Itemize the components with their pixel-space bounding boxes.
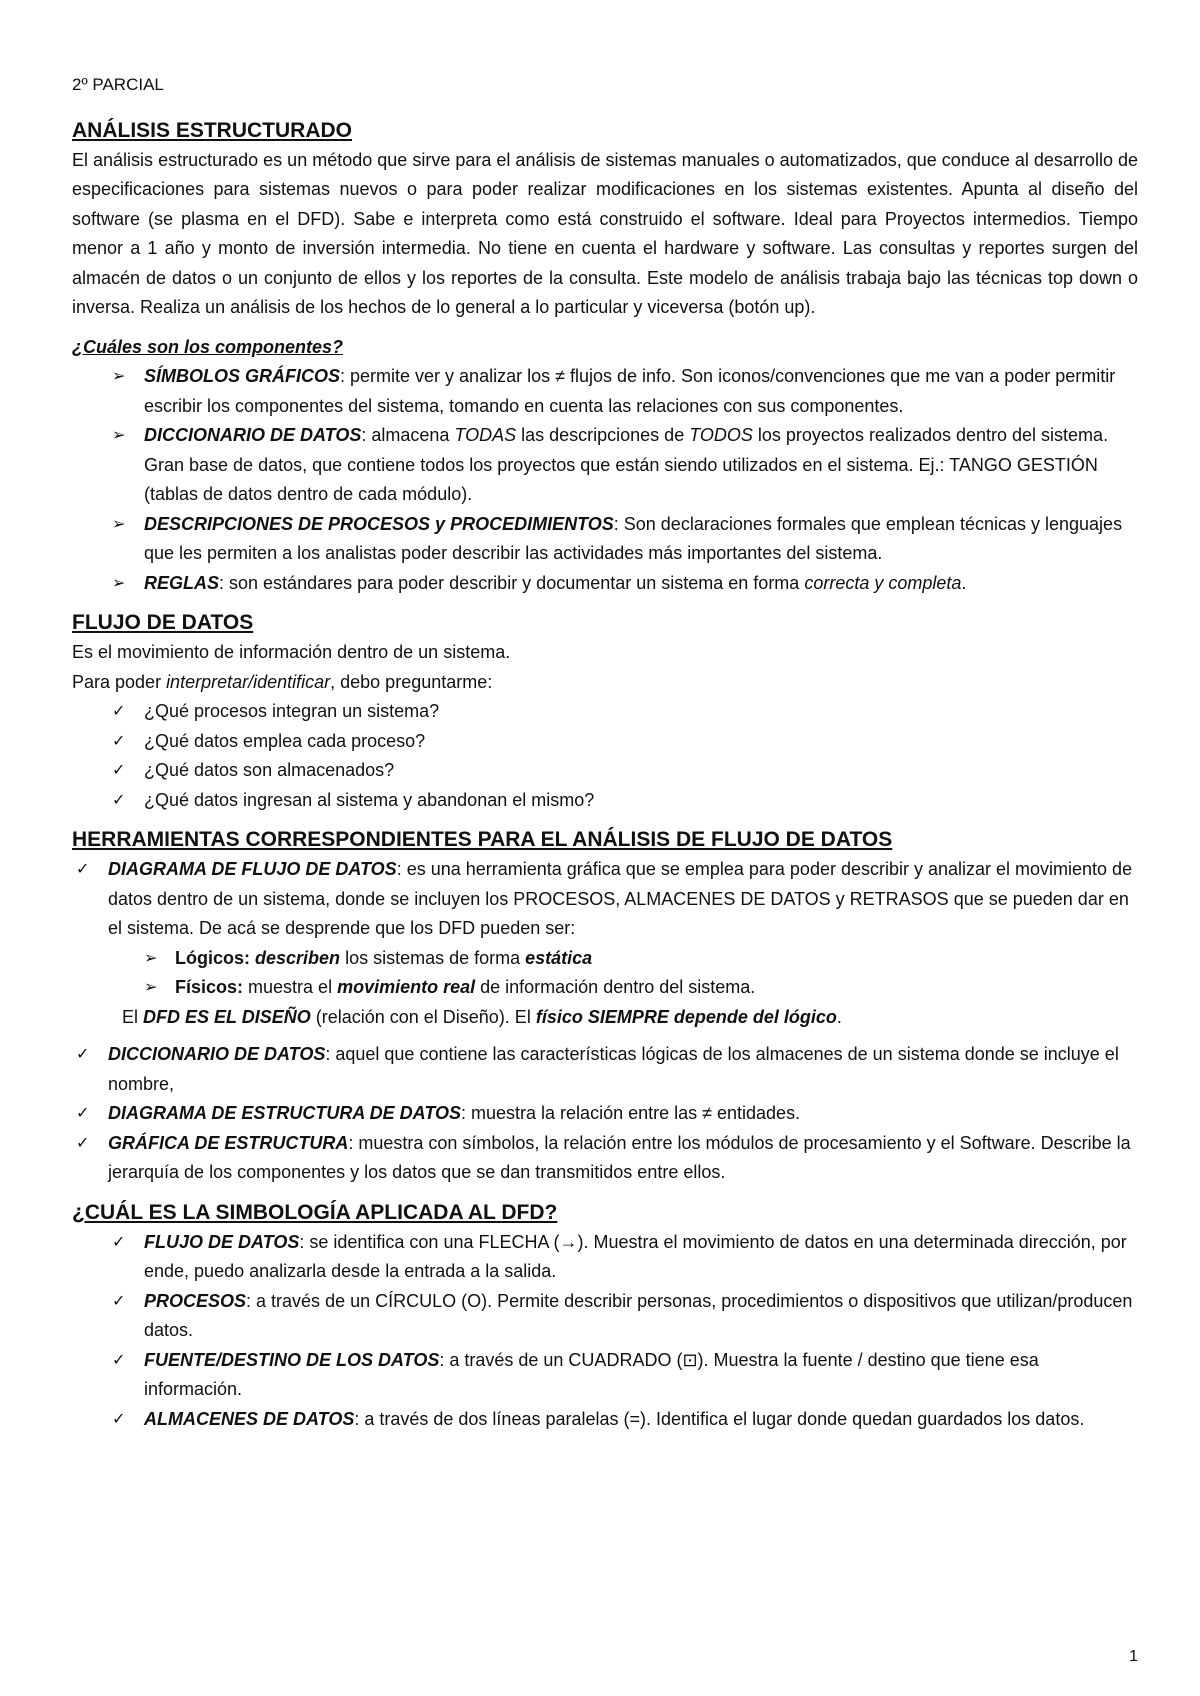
list-item: ✓ PROCESOS: a través de un CÍRCULO (O). Permite describir personas, procedimientos o dispositivos que utilizan/producen datos.: [72, 1287, 1138, 1346]
arrow-bullet-icon: ➢: [112, 427, 126, 444]
list-item: ➢ Lógicos: describen los sistemas de forma estática: [72, 944, 1138, 974]
list-item: ➢ DESCRIPCIONES DE PROCESOS y PROCEDIMIENTOS: Son declaraciones formales que emplean técnicas y lenguajes que les permiten a los analistas poder describir las actividades más importantes del sistema.: [72, 510, 1138, 569]
list-item: ➢ REGLAS: son estándares para poder describir y documentar un sistema en forma correcta y completa.: [72, 569, 1138, 599]
list-item: ➢ SÍMBOLOS GRÁFICOS: permite ver y analizar los ≠ flujos de info. Son iconos/convenciones que me van a poder permitir escribir los componentes del sistema, tomando en cuenta las relaciones con sus componentes.: [72, 362, 1138, 421]
arrow-bullet-icon: ➢: [144, 979, 158, 996]
components-list: [72, 362, 1138, 598]
check-icon: ✓: [76, 1046, 90, 1063]
check-icon: ✓: [112, 1292, 126, 1310]
list-item: ✓ ¿Qué datos son almacenados?: [72, 756, 1138, 786]
dfd-note: El DFD ES EL DISEÑO (relación con el Diseño). El físico SIEMPRE depende del lógico.: [122, 1006, 842, 1027]
analisis-paragraph: El análisis estructurado es un método que sirve para el análisis de sistemas manuales o automatizados, que conduce al desarrollo de especificaciones para sistemas nuevos o para poder realizar modificaciones en los sistemas existentes. Apunta al diseño del software (se plasma en el DFD). Sabe e interpreta como está construido el software. Ideal para Proyectos intermedios. Tiempo menor a 1 año y monto de inversión intermedia. No tiene en cuenta el hardware y software. Las consultas y reportes surgen del almacén de datos o un conjunto de ellos y los reportes de la consulta. Este modelo de análisis trabaja bajo las técnicas top down o inversa. Realiza un análisis de los hechos de lo general a lo particular y viceversa (botón up).: [72, 149, 1138, 317]
tools-list: [72, 855, 1138, 1003]
check-icon: ✓: [112, 732, 126, 750]
page-header: 2º PARCIAL: [72, 75, 164, 94]
list-item: ➢ Físicos: muestra el movimiento real de información dentro del sistema.: [72, 973, 1138, 1003]
arrow-bullet-icon: ➢: [112, 368, 126, 385]
check-icon: ✓: [76, 861, 90, 878]
list-item: ✓ ¿Qué procesos integran un sistema?: [72, 697, 1138, 727]
arrow-bullet-icon: ➢: [112, 515, 126, 533]
components-question: ¿Cuáles son los componentes?: [72, 336, 344, 357]
flujo-line-2: Para poder interpretar/identificar, debo preguntarme:: [72, 671, 493, 692]
check-icon: ✓: [112, 1351, 126, 1369]
list-item: ✓ GRÁFICA DE ESTRUCTURA: muestra con símbolos, la relación entre los módulos de procesamiento y el Software. Describe la jerarquía de los componentes y los datos que se dan transmitidos entre ellos.: [72, 1129, 1138, 1188]
list-item: ✓ ¿Qué datos emplea cada proceso?: [72, 727, 1138, 757]
list-item: ✓ ALMACENES DE DATOS: a través de dos líneas paralelas (=). Identifica el lugar donde quedan guardados los datos.: [72, 1405, 1138, 1435]
symbols-list: [72, 1228, 1138, 1435]
list-item: ✓ DICCIONARIO DE DATOS: aquel que contiene las características lógicas de los almacenes de un sistema donde se incluye el nombre,: [72, 1040, 1138, 1099]
check-icon: ✓: [112, 1410, 126, 1428]
check-icon: ✓: [112, 703, 126, 720]
list-item: ✓ ¿Qué datos ingresan al sistema y abandonan el mismo?: [72, 786, 1138, 816]
arrow-bullet-icon: ➢: [144, 949, 158, 967]
page-number: 1: [1129, 1648, 1138, 1665]
check-icon: ✓: [112, 762, 126, 779]
check-icon: ✓: [76, 1134, 90, 1152]
list-item: ✓ DIAGRAMA DE ESTRUCTURA DE DATOS: muestra la relación entre las ≠ entidades.: [72, 1099, 1138, 1129]
check-icon: ✓: [76, 1105, 90, 1122]
section-title-simbologia: ¿CUÁL ES LA SIMBOLOGÍA APLICADA AL DFD?: [72, 1200, 558, 1224]
list-item: ✓ FLUJO DE DATOS: se identifica con una FLECHA (→). Muestra el movimiento de datos en una determinada dirección, por ende, puedo analizarla desde la entrada a la salida.: [72, 1228, 1138, 1287]
document-page: [72, 70, 1138, 1434]
list-item: ✓ FUENTE/DESTINO DE LOS DATOS: a través de un CUADRADO (⊡). Muestra la fuente / destino que tiene esa información.: [72, 1346, 1138, 1405]
tools-list-2: [72, 1040, 1138, 1188]
arrow-bullet-icon: ➢: [112, 574, 126, 592]
list-item: ✓ DIAGRAMA DE FLUJO DE DATOS: es una herramienta gráfica que se emplea para poder describir y analizar el movimiento de datos dentro de un sistema, donde se incluyen los PROCESOS, ALMACENES DE DATOS y RETRASOS que se pueden dar en el sistema. De acá se desprende que los DFD pueden ser:: [72, 855, 1138, 944]
flujo-line-1: Es el movimiento de información dentro de un sistema.: [72, 642, 511, 662]
check-icon: ✓: [112, 791, 126, 809]
section-title-herramientas: HERRAMIENTAS CORRESPONDIENTES PARA EL ANÁLISIS DE FLUJO DE DATOS: [72, 828, 893, 851]
check-icon: ✓: [112, 1233, 126, 1251]
questions-list: [72, 697, 1138, 815]
section-title-flujo: FLUJO DE DATOS: [72, 611, 254, 634]
list-item: ➢ DICCIONARIO DE DATOS: almacena TODAS las descripciones de TODOS los proyectos realizados dentro del sistema. Gran base de datos, que contiene todos los proyectos que están siendo utilizados en el sistema. Ej.: TANGO GESTIÓN (tablas de datos dentro de cada módulo).: [72, 421, 1138, 510]
section-title-analisis: ANÁLISIS ESTRUCTURADO: [72, 118, 353, 142]
